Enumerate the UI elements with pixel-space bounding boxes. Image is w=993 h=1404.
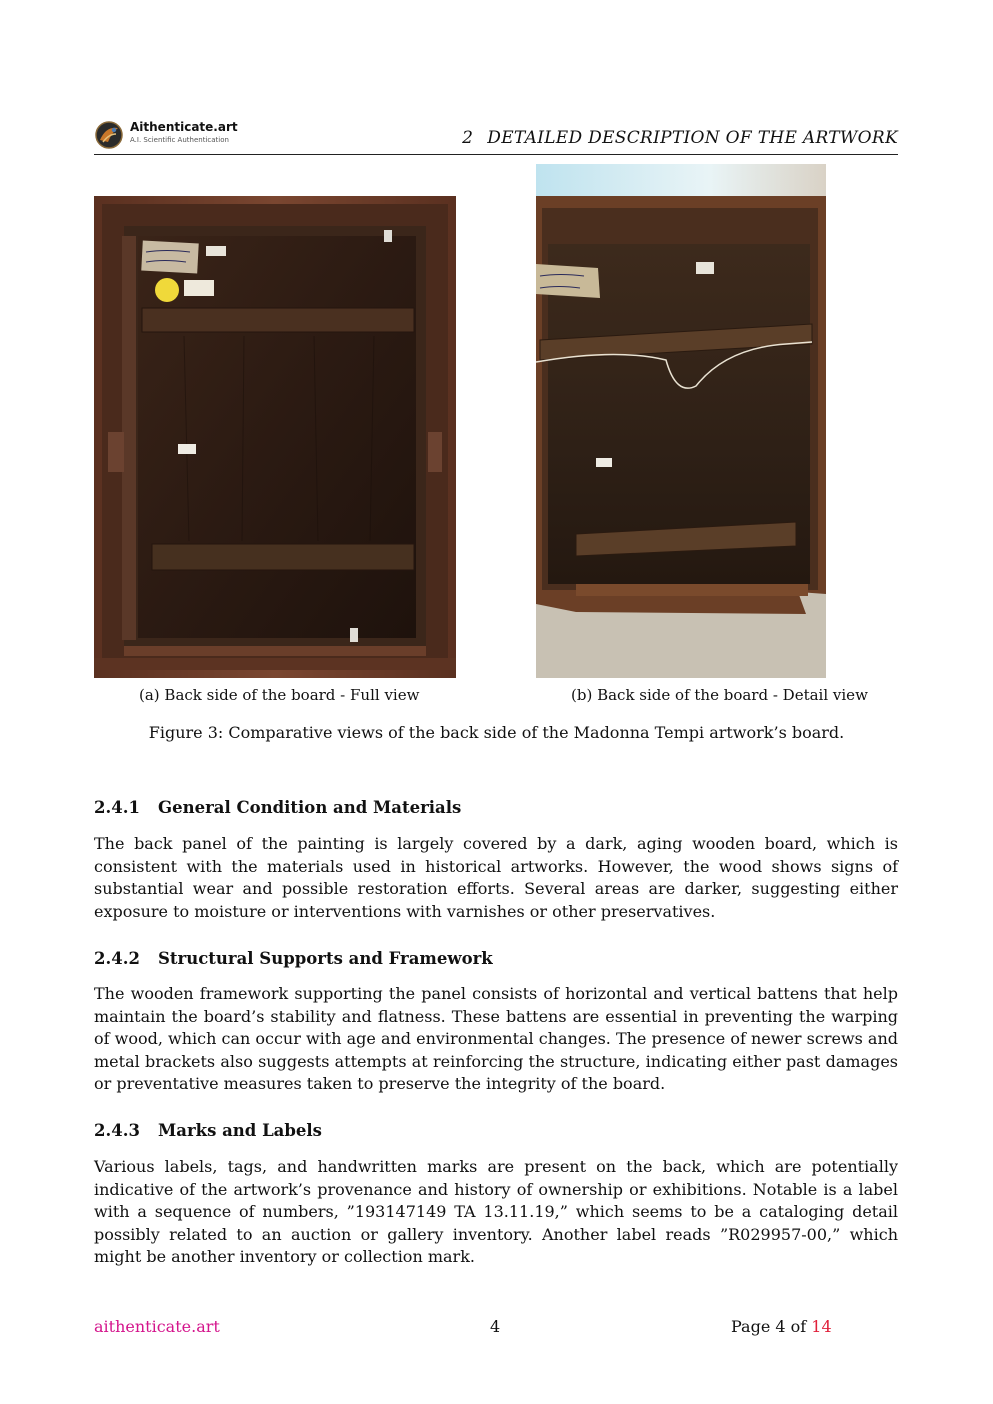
running-head-number: 2 (462, 128, 474, 148)
page-header (94, 118, 898, 155)
running-head-title: DETAILED DESCRIPTION OF THE ARTWORK (487, 128, 898, 148)
subfigure-caption-a: (a) Back side of the board - Full view (139, 686, 420, 704)
figure-image-detail-view (536, 164, 826, 678)
running-head (462, 128, 898, 148)
brand-tagline: A.I. Scientific Authentication (130, 136, 229, 144)
section-heading-2-4-1 (94, 798, 461, 817)
section-title: General Condition and Materials (158, 798, 462, 817)
aithenticate-logo-icon (94, 120, 124, 150)
footer-page-prefix: Page 4 of (731, 1317, 807, 1336)
section-body-2-4-2: The wooden framework supporting the panel consists of horizontal and vertical battens that help maintain the board’s stability and flatness. These battens are essential in preventing the warping of wood, which can occur with age and environmental changes. The presence of newer screws and metal brackets also suggests attempts at reinforcing the structure, indicating either past damages or preventative measures taken to preserve the integrity of the board. (94, 984, 899, 1093)
section-title: Structural Supports and Framework (158, 949, 493, 968)
section-number: 2.4.2 (94, 949, 140, 968)
section-number: 2.4.1 (94, 798, 140, 817)
section-number: 2.4.3 (94, 1121, 140, 1140)
figure-image-full-view (94, 196, 456, 678)
subfigure-caption-b: (b) Back side of the board - Detail view (571, 686, 868, 704)
figure-caption: Figure 3: Comparative views of the back side of the Madonna Tempi artwork’s board. (148, 723, 845, 742)
footer-page-number: 4 (490, 1317, 501, 1336)
section-heading-2-4-2 (94, 949, 493, 968)
section-title: Marks and Labels (158, 1121, 322, 1140)
section-body-2-4-3: Various labels, tags, and handwritten marks are present on the back, which are potentially indicative of the artwork’s provenance and history of ownership or exhibitions. Notable is a label with a sequence of numbers, ”193147149 TA 13.11.19,” which seems to be a cataloging detail possibly related to an auction or gallery inventory. Another label reads ”R029957-00,” which might be another inventory or collection mark. (94, 1157, 898, 1266)
footer-page-total-link[interactable]: 14 (811, 1317, 832, 1336)
section-body-2-4-1: The back panel of the painting is largely covered by a dark, aging wooden board, which is consistent with the materials used in historical artworks. However, the wood shows signs of substantial wear and possible restoration efforts. Several areas are darker, suggesting either exposure to moisture or interventions with varnishes or other preservatives. (94, 834, 898, 921)
brand-name: Aithenticate.art (130, 120, 238, 134)
footer-site-link[interactable]: aithenticate.art (94, 1317, 220, 1336)
section-heading-2-4-3 (94, 1121, 322, 1140)
footer-page-count (731, 1317, 832, 1336)
